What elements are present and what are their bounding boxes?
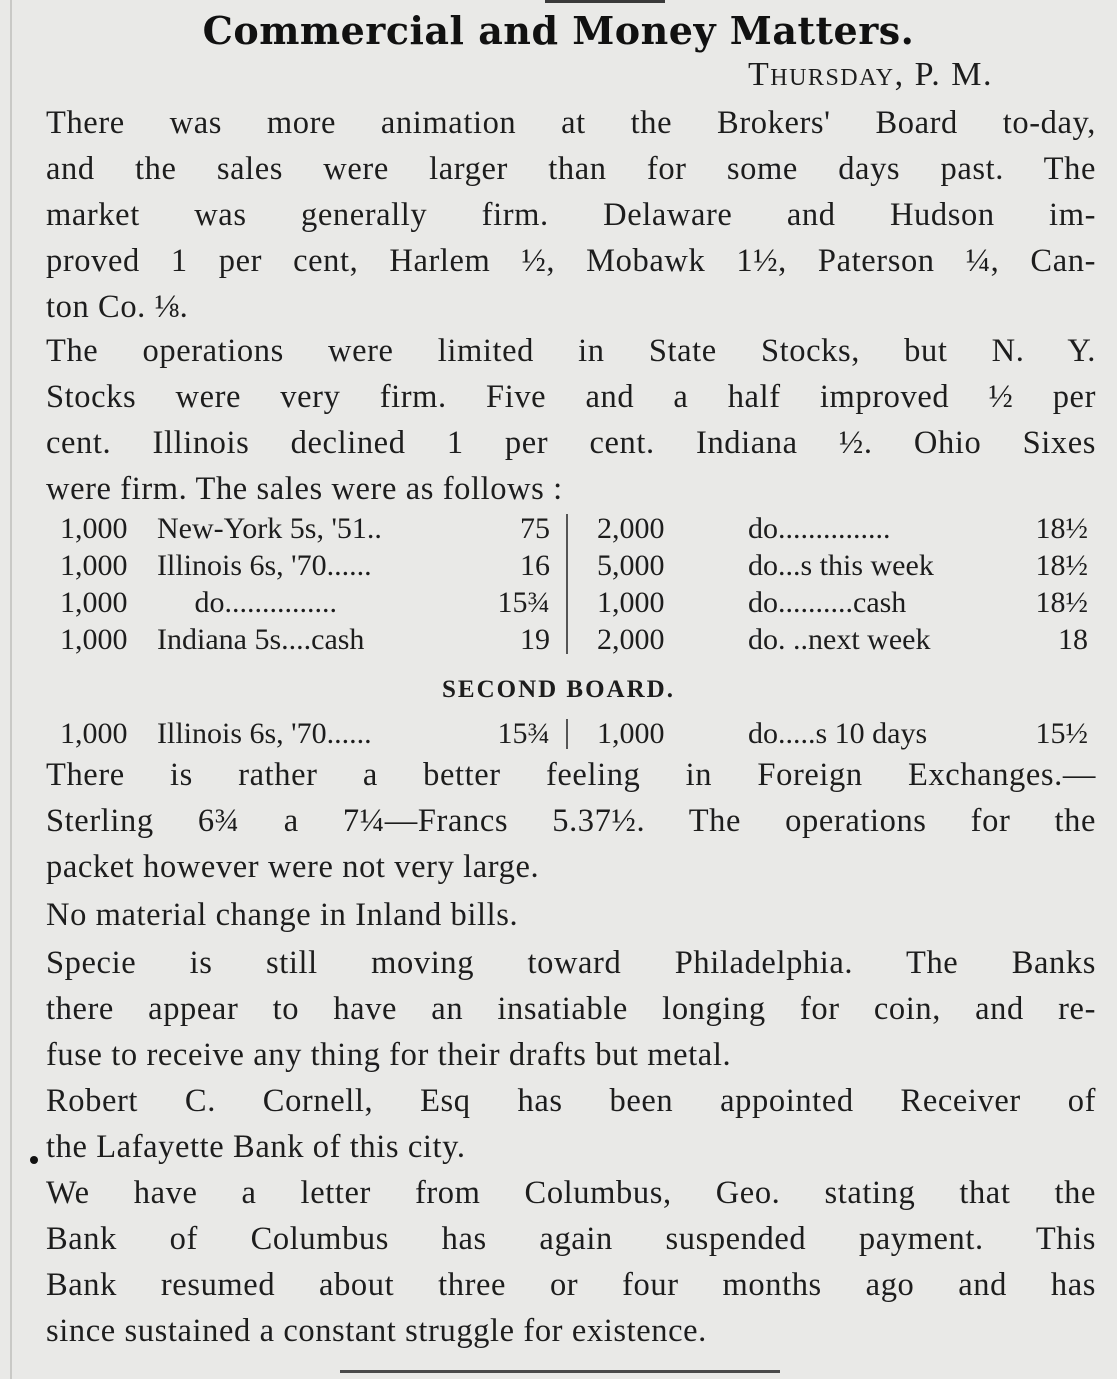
amount-cell: 1,000 [597,586,665,619]
stock-cell: Illinois 6s, '70...... [157,717,372,750]
amount-cell: 5,000 [597,549,665,582]
text-line: were firm. The sales were as follows : [46,471,563,507]
table-row [60,547,1095,584]
sales-table [60,510,1095,658]
text-line: There was more animation at the Brokers' Board to-day, [46,105,1096,141]
stock-cell: New-York 5s, '51.. [157,512,382,545]
amount-cell: 1,000 [597,717,665,750]
text-line: the Lafayette Bank of this city. [46,1129,466,1165]
price-cell: 15¾ [497,717,550,750]
price-cell: 15½ [1035,717,1088,750]
text-line: Specie is still moving toward Philadelphia. The Banks [46,945,1096,981]
text-line: proved 1 per cent, Harlem ½, Mobawk 1½, Paterson ¼, Can- [46,243,1096,279]
stock-cell: do.....s 10 days [748,717,928,750]
text-line: and the sales were larger than for some days past. The [46,151,1096,187]
paragraph-specie [46,940,1096,1078]
text-line: market was generally firm. Delaware and Hudson im- [46,197,1096,233]
table-row [60,621,1095,658]
price-cell: 18½ [1035,549,1088,582]
paragraph-receiver [46,1078,1096,1170]
second-board-table [60,715,1095,752]
stock-cell: Indiana 5s....cash [157,623,365,656]
price-cell: 18½ [1035,586,1088,619]
text-line: Sterling 6¾ a 7¼—Francs 5.37½. The operations for the [46,803,1096,839]
amount-cell: 1,000 [60,717,128,750]
price-cell: 19 [520,623,550,656]
text-line: There is rather a better feeling in Foreign Exchanges.— [46,757,1096,793]
paragraph-state-stocks [46,328,1096,512]
paragraph-columbus-bank [46,1170,1096,1354]
stock-cell: do..........cash [748,586,907,619]
stock-cell: Illinois 6s, '70...... [157,549,372,582]
amount-cell: 1,000 [60,512,128,545]
stock-cell: do............... [748,512,891,545]
top-rule [545,0,665,3]
text-line: cent. Illinois declined 1 per cent. Indiana ½. Ohio Sixes [46,425,1096,461]
text-line: ton Co. ⅛. [46,289,189,325]
second-board-heading: SECOND BOARD. [442,676,675,703]
price-cell: 18½ [1035,512,1088,545]
price-cell: 16 [520,549,550,582]
ink-dot [30,1156,38,1164]
dateline: Thursday, P. M. [748,56,993,93]
amount-cell: 1,000 [60,586,128,619]
stock-cell: do. ..next week [748,623,931,656]
table-row [60,584,1095,621]
amount-cell: 1,000 [60,623,128,656]
text-line: Stocks were very firm. Five and a half improved ½ per [46,379,1096,415]
text-line: The operations were limited in State Stocks, but N. Y. [46,333,1096,369]
stock-cell: do............... [157,586,337,619]
table-row [60,715,1095,752]
paragraph-brokers-board [46,100,1096,330]
price-cell: 15¾ [497,586,550,619]
bottom-rule [340,1370,780,1373]
text-line: fuse to receive any thing for their drafts but metal. [46,1037,732,1073]
amount-cell: 1,000 [60,549,128,582]
text-line: Robert C. Cornell, Esq has been appointed Receiver of [46,1083,1096,1119]
price-cell: 75 [520,512,550,545]
text-line: packet however were not very large. [46,849,540,885]
headline: Commercial and Money Matters. [202,8,915,53]
table-row [60,510,1095,547]
text-line: since sustained a constant struggle for existence. [46,1313,707,1349]
paragraph-foreign-exchange [46,752,1096,890]
text-line: there appear to have an insatiable longing for coin, and re- [46,991,1096,1027]
text-line: We have a letter from Columbus, Geo. stating that the [46,1175,1096,1211]
amount-cell: 2,000 [597,623,665,656]
amount-cell: 2,000 [597,512,665,545]
text-line: Bank resumed about three or four months ago and has [46,1267,1096,1303]
stock-cell: do...s this week [748,549,934,582]
paragraph-inland-bills [46,892,1096,938]
text-line: Bank of Columbus has again suspended payment. This [46,1221,1096,1257]
text-line: No material change in Inland bills. [46,897,519,933]
price-cell: 18 [1058,623,1088,656]
